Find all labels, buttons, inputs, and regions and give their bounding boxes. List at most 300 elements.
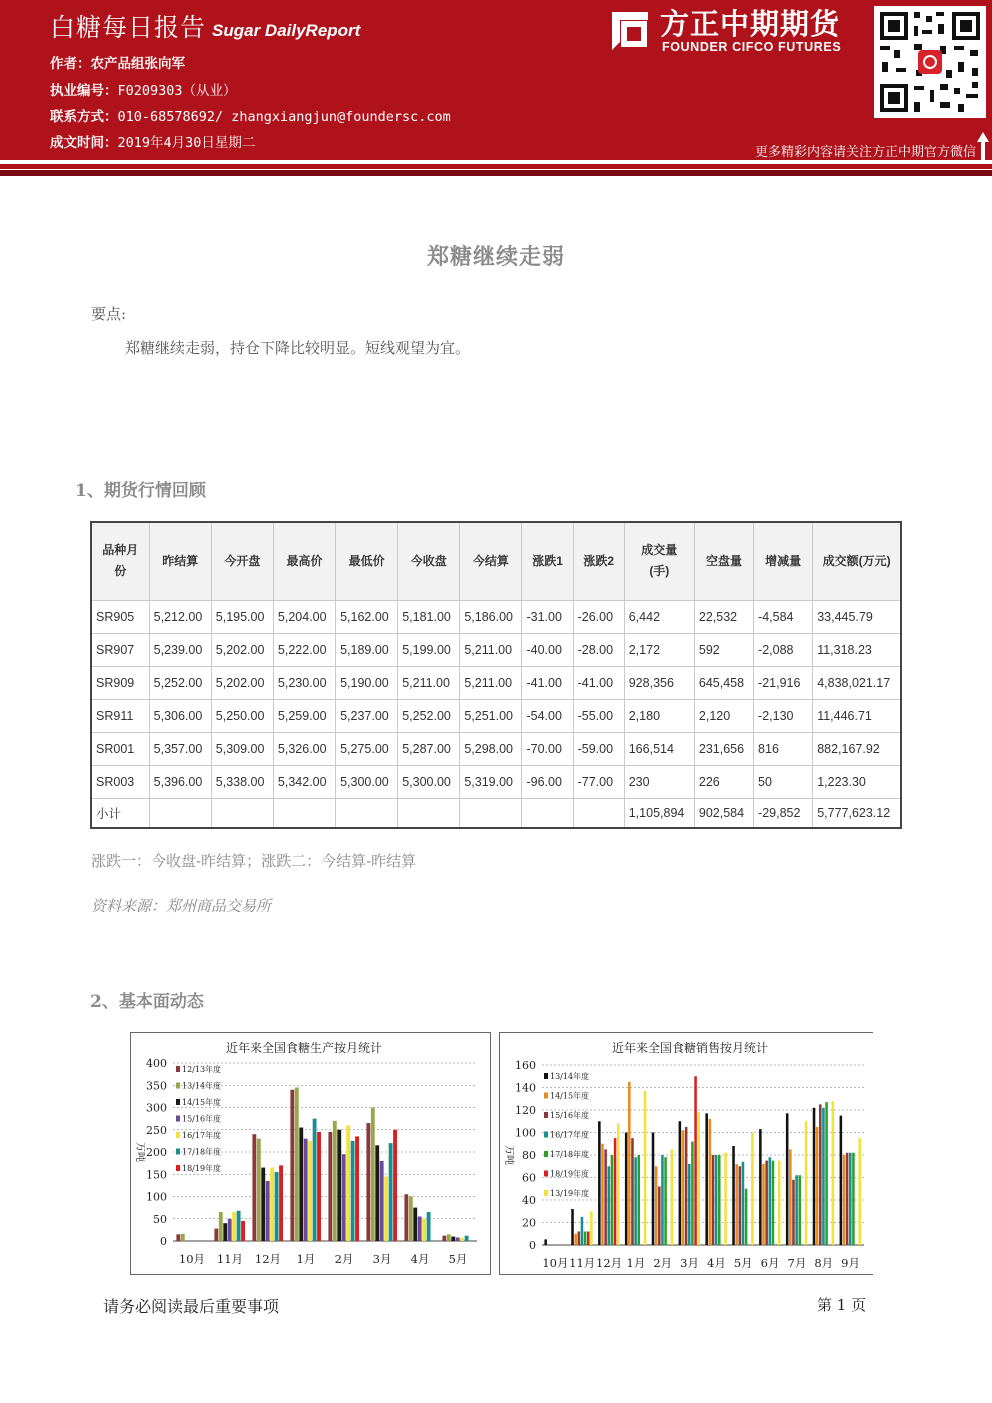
bar [587, 1232, 590, 1246]
table-cell: 928,356 [624, 666, 694, 699]
x-tick-label: 9月 [841, 1256, 860, 1270]
bar [617, 1124, 620, 1246]
bar [658, 1187, 661, 1246]
bar [351, 1141, 355, 1241]
bar [279, 1165, 283, 1241]
bar [679, 1121, 682, 1245]
bar [409, 1197, 413, 1242]
col-header-change1: 涨跌1 [522, 522, 573, 600]
bar [655, 1166, 658, 1245]
table-cell [211, 798, 273, 828]
legend-swatch [544, 1112, 548, 1118]
license-label: 执业编号： [50, 83, 118, 99]
x-tick-label: 3月 [372, 1252, 392, 1266]
bar [219, 1212, 223, 1241]
sugar-production-chart-svg [131, 1033, 492, 1276]
x-tick-label: 1月 [296, 1252, 316, 1266]
bar [792, 1180, 795, 1245]
table-cell: -21,916 [754, 666, 813, 699]
bar [447, 1234, 451, 1241]
table-cell: 5,190.00 [336, 666, 398, 699]
table-cell: -2,088 [754, 633, 813, 666]
y-tick-label: 0 [529, 1239, 536, 1252]
author-label: 作者： [50, 56, 91, 72]
bar [176, 1234, 180, 1241]
table-row [91, 765, 901, 798]
bar [442, 1236, 446, 1241]
brand-name-cn: 方正中期期货 [660, 7, 841, 41]
y-tick-label: 40 [522, 1194, 536, 1207]
y-tick-label: 0 [160, 1235, 167, 1248]
bar [745, 1189, 748, 1245]
table-cell-contract: SR001 [91, 732, 149, 765]
bar [290, 1090, 294, 1241]
bar [688, 1164, 691, 1245]
bar [735, 1164, 738, 1245]
table-cell: -41.00 [522, 666, 573, 699]
table-cell [573, 798, 624, 828]
legend-label: 16/17年度 [550, 1130, 590, 1140]
bar [375, 1145, 379, 1241]
report-title [50, 8, 360, 44]
legend-swatch [544, 1132, 548, 1138]
y-tick-label: 200 [146, 1146, 167, 1159]
table-cell: 5,222.00 [273, 633, 335, 666]
col-header-oi-change: 增减量 [754, 522, 813, 600]
table-cell: 5,396.00 [149, 765, 211, 798]
bar [451, 1237, 455, 1241]
bar [418, 1217, 422, 1241]
x-tick-label: 10月 [178, 1252, 206, 1266]
x-tick-label: 8月 [814, 1256, 834, 1270]
table-cell: 5,195.00 [211, 600, 273, 633]
bar [460, 1238, 464, 1241]
bar [422, 1219, 426, 1241]
section-fundamentals-title: 2、基本面动态 [90, 992, 204, 1012]
bar [328, 1132, 332, 1241]
y-tick-label: 100 [515, 1126, 536, 1140]
y-tick-label: 350 [146, 1079, 167, 1093]
bar [413, 1208, 417, 1241]
table-cell: 5,250.00 [211, 699, 273, 732]
legend-swatch [176, 1149, 180, 1155]
table-cell: 2,180 [624, 699, 694, 732]
table-cell: 11,318.23 [813, 633, 901, 666]
sugar-production-chart [130, 1032, 491, 1275]
legend-label: 13/14年度 [182, 1081, 222, 1091]
table-cell: 5,211.00 [460, 633, 522, 666]
table-body [91, 600, 901, 828]
bar [389, 1143, 393, 1241]
table-cell: 22,532 [694, 600, 753, 633]
table-cell: 1,105,894 [624, 798, 694, 828]
chart-ylabel: 万吨 [134, 1142, 145, 1162]
legend-label: 14/15年度 [550, 1091, 590, 1101]
x-tick-label: 12月 [596, 1256, 623, 1270]
table-cell [149, 798, 211, 828]
bar [333, 1121, 337, 1241]
table-cell: 5,300.00 [336, 765, 398, 798]
legend-swatch [176, 1132, 180, 1138]
bar [762, 1164, 765, 1245]
bar [769, 1157, 772, 1245]
founder-logo-icon [604, 8, 652, 54]
table-cell: 6,442 [624, 600, 694, 633]
legend-swatch [544, 1151, 548, 1157]
table-cell: 4,838,021.17 [813, 666, 901, 699]
date-value: 2019年4月30日星期二 [117, 135, 256, 151]
bar [786, 1113, 789, 1245]
table-cell: 5,326.00 [273, 732, 335, 765]
bar [604, 1149, 607, 1245]
table-cell: 5,230.00 [273, 666, 335, 699]
bar [371, 1108, 375, 1242]
table-cell-contract: SR907 [91, 633, 149, 666]
bar [852, 1153, 855, 1245]
legend-label: 13/19年度 [550, 1189, 590, 1198]
x-tick-label: 2月 [653, 1256, 673, 1270]
table-cell: -55.00 [573, 699, 624, 732]
table-cell: 5,202.00 [211, 666, 273, 699]
col-header-open: 今开盘 [211, 522, 273, 600]
legend-label: 15/16年度 [182, 1114, 222, 1124]
table-cell: 1,223.30 [813, 765, 901, 798]
table-cell: -96.00 [522, 765, 573, 798]
bar [712, 1155, 715, 1245]
follow-wechat-text: 更多精彩内容请关注方正中期官方微信 [754, 145, 976, 160]
col-header-close: 今收盘 [398, 522, 460, 600]
table-cell-contract: SR911 [91, 699, 149, 732]
table-cell: -28.00 [573, 633, 624, 666]
table-cell: 5,287.00 [398, 732, 460, 765]
bar [705, 1113, 708, 1245]
chart-ylabel: 万吨 [503, 1145, 514, 1165]
col-header-turnover: 成交额(万元) [813, 522, 901, 600]
x-tick-label: 11月 [569, 1256, 596, 1270]
table-cell: -54.00 [522, 699, 573, 732]
x-tick-label: 7月 [787, 1256, 807, 1270]
bar [465, 1236, 469, 1241]
bar [304, 1139, 308, 1241]
bar [825, 1102, 828, 1245]
legend-label: 18/19年度 [182, 1164, 222, 1173]
y-tick-label: 250 [146, 1123, 167, 1137]
table-cell: 5,357.00 [149, 732, 211, 765]
keypoints-text: 郑糖继续走弱，持仓下降比较明显。短线观望为宜。 [125, 339, 471, 357]
table-cell: 5,189.00 [336, 633, 398, 666]
table-cell: -4,584 [754, 600, 813, 633]
x-tick-label: 11月 [216, 1252, 244, 1266]
table-cell: 5,162.00 [336, 600, 398, 633]
table-cell: 166,514 [624, 732, 694, 765]
x-tick-label: 4月 [410, 1252, 430, 1266]
y-tick-label: 400 [146, 1057, 167, 1070]
sugar-sales-chart [499, 1032, 873, 1275]
table-cell [460, 798, 522, 828]
bar [313, 1119, 317, 1241]
table-cell: -59.00 [573, 732, 624, 765]
table-cell: -77.00 [573, 765, 624, 798]
table-cell-contract: SR905 [91, 600, 149, 633]
legend-label: 16/17年度 [182, 1131, 222, 1140]
legend-label: 13/14年度 [550, 1072, 590, 1081]
bar [223, 1223, 227, 1241]
bar [337, 1130, 341, 1241]
legend-swatch [176, 1165, 180, 1171]
x-tick-label: 3月 [680, 1256, 699, 1270]
change-definition-note: 涨跌一：今收盘-昨结算；涨跌二：今结算-昨结算 [91, 852, 417, 870]
brand-name-en: FOUNDER CIFCO FUTURES [662, 40, 842, 54]
x-tick-label: 4月 [707, 1256, 726, 1270]
legend-swatch [176, 1066, 180, 1072]
table-cell: 11,446.71 [813, 699, 901, 732]
author-value: 农产品组张向军 [90, 56, 185, 72]
x-tick-label: 2月 [334, 1252, 354, 1266]
col-header-low: 最低价 [336, 522, 398, 600]
bar [584, 1232, 587, 1246]
bar [778, 1161, 781, 1245]
report-title-en: Sugar DailyReport [212, 21, 361, 40]
table-cell: 5,186.00 [460, 600, 522, 633]
bar [694, 1076, 697, 1245]
table-cell: 5,259.00 [273, 699, 335, 732]
keypoints-label: 要点: [91, 305, 127, 323]
bar [819, 1104, 822, 1245]
table-cell [273, 798, 335, 828]
bar [661, 1155, 664, 1245]
up-arrow-icon [976, 130, 990, 160]
x-tick-label: 6月 [760, 1256, 780, 1270]
date-line [50, 131, 255, 151]
legend-label: 18/19年度 [550, 1169, 590, 1179]
table-cell: -2,130 [754, 699, 813, 732]
bar [816, 1127, 819, 1245]
bar [346, 1125, 350, 1241]
table-cell: 5,202.00 [211, 633, 273, 666]
bar [789, 1149, 792, 1245]
table-cell: 5,252.00 [149, 666, 211, 699]
bar [366, 1123, 370, 1241]
legend-label: 15/16年度 [550, 1111, 590, 1120]
x-tick-label: 1月 [626, 1256, 646, 1270]
y-tick-label: 80 [522, 1149, 536, 1162]
bar [715, 1155, 718, 1245]
y-tick-label: 160 [515, 1059, 536, 1072]
qr-code-icon [874, 6, 986, 118]
bar [691, 1142, 694, 1246]
bar [614, 1138, 617, 1245]
table-cell: 5,251.00 [460, 699, 522, 732]
bar [697, 1112, 700, 1245]
bar [843, 1155, 846, 1245]
table-cell: 816 [754, 732, 813, 765]
table-cell: 50 [754, 765, 813, 798]
bar [295, 1087, 299, 1241]
chart-title: 近年来全国食糖生产按月统计 [226, 1041, 383, 1055]
bar [261, 1168, 265, 1241]
bar [709, 1119, 712, 1245]
col-header-volume-text: 成交量(手) [641, 543, 678, 579]
contact-value: 010-68578692/ zhangxiangjun@foundersc.com [117, 109, 451, 125]
table-cell: 5,298.00 [460, 732, 522, 765]
bar [739, 1166, 742, 1245]
table-cell: 5,212.00 [149, 600, 211, 633]
table-cell: 230 [624, 765, 694, 798]
bar [631, 1138, 634, 1245]
col-header-contract [91, 522, 149, 600]
bar [759, 1129, 762, 1245]
bar [682, 1130, 685, 1245]
bar [608, 1166, 611, 1245]
contact-label: 联系方式： [50, 109, 118, 125]
bar [718, 1155, 721, 1245]
table-cell: 5,237.00 [336, 699, 398, 732]
y-tick-label: 50 [153, 1212, 167, 1226]
bar [832, 1101, 835, 1245]
table-row [91, 666, 901, 699]
header-divider [0, 160, 992, 176]
legend-label: 14/15年度 [182, 1098, 222, 1107]
bar [840, 1116, 843, 1245]
bar [732, 1146, 735, 1245]
bar [590, 1211, 593, 1245]
bar [634, 1157, 637, 1245]
chart-title: 近年来全国食糖销售按月统计 [612, 1041, 769, 1055]
table-cell-contract: 小计 [91, 798, 149, 828]
x-tick-label: 12月 [254, 1252, 282, 1266]
x-tick-label: 5月 [733, 1256, 753, 1270]
bar [299, 1128, 303, 1241]
bar [266, 1181, 270, 1241]
table-header-row [91, 522, 901, 600]
bar [270, 1168, 274, 1241]
table-cell: 5,777,623.12 [813, 798, 901, 828]
legend-label: 17/18年度 [550, 1150, 590, 1159]
disclaimer-notice: 请务必阅读最后重要事项 [103, 1297, 280, 1316]
table-cell: 5,306.00 [149, 699, 211, 732]
bar [765, 1161, 768, 1245]
table-cell: 5,275.00 [336, 732, 398, 765]
x-tick-label: 5月 [448, 1252, 468, 1266]
bar [858, 1138, 861, 1245]
table-cell [522, 798, 573, 828]
bar [214, 1229, 218, 1241]
license-value: F0209303（从业） [117, 83, 237, 99]
bar [404, 1194, 408, 1241]
table-cell: -31.00 [522, 600, 573, 633]
bar [241, 1221, 245, 1241]
bar [849, 1153, 852, 1245]
table-cell: 5,181.00 [398, 600, 460, 633]
report-header [0, 0, 992, 160]
bar [275, 1172, 279, 1241]
legend-swatch [544, 1171, 548, 1177]
table-cell: 5,199.00 [398, 633, 460, 666]
bar [637, 1155, 640, 1245]
table-row [91, 699, 901, 732]
col-header-contract-text: 品种月份 [102, 543, 139, 579]
y-tick-label: 20 [522, 1216, 536, 1230]
bar [644, 1091, 647, 1245]
bar [664, 1157, 667, 1245]
table-cell: 33,445.79 [813, 600, 901, 633]
legend-swatch [544, 1093, 548, 1099]
y-tick-label: 140 [515, 1081, 536, 1095]
bar [805, 1121, 808, 1245]
bar [813, 1108, 816, 1245]
section-futures-review-title: 1、期货行情回顾 [75, 481, 206, 501]
bar [671, 1149, 674, 1245]
author-line [50, 52, 185, 72]
col-header-high: 最高价 [273, 522, 335, 600]
table-cell: -41.00 [573, 666, 624, 699]
bar [798, 1175, 801, 1245]
report-title-cn: 白糖每日报告 [50, 13, 207, 42]
table-cell [398, 798, 460, 828]
table-cell: 226 [694, 765, 753, 798]
bar [578, 1232, 581, 1246]
col-header-prev-settle: 昨结算 [149, 522, 211, 600]
table-cell: 5,309.00 [211, 732, 273, 765]
col-header-change2: 涨跌2 [573, 522, 624, 600]
bar [181, 1234, 185, 1241]
table-row [91, 798, 901, 828]
bar [317, 1132, 321, 1241]
y-tick-label: 120 [515, 1104, 536, 1117]
license-line [50, 79, 237, 99]
bar [252, 1134, 256, 1241]
bar [393, 1130, 397, 1241]
contact-line [50, 105, 451, 125]
bar [598, 1121, 601, 1245]
table-cell: 2,120 [694, 699, 753, 732]
bar [571, 1209, 574, 1245]
bar [427, 1212, 431, 1241]
bar [574, 1234, 577, 1245]
bar [724, 1153, 727, 1245]
legend-swatch [176, 1083, 180, 1089]
table-cell: 5,338.00 [211, 765, 273, 798]
table-cell: 5,211.00 [398, 666, 460, 699]
bar [237, 1211, 241, 1241]
table-cell: 5,319.00 [460, 765, 522, 798]
bar [257, 1139, 261, 1241]
bar [308, 1141, 312, 1241]
futures-quote-table [90, 521, 902, 829]
bar [581, 1217, 584, 1245]
bar [795, 1175, 798, 1245]
table-cell: 5,204.00 [273, 600, 335, 633]
table-row [91, 633, 901, 666]
y-tick-label: 100 [146, 1190, 167, 1204]
table-cell: 902,584 [694, 798, 753, 828]
bar [742, 1162, 745, 1245]
table-cell: -70.00 [522, 732, 573, 765]
bar [611, 1155, 614, 1245]
table-cell: 5,252.00 [398, 699, 460, 732]
sugar-sales-chart-svg [500, 1033, 874, 1276]
bar [685, 1127, 688, 1245]
bar [652, 1133, 655, 1246]
bar [846, 1153, 849, 1245]
legend-swatch [176, 1116, 180, 1122]
bar [544, 1239, 547, 1245]
table-cell: 2,172 [624, 633, 694, 666]
legend-label: 17/18年度 [182, 1147, 222, 1157]
bar [456, 1237, 460, 1241]
bar [751, 1133, 754, 1246]
table-row [91, 732, 901, 765]
